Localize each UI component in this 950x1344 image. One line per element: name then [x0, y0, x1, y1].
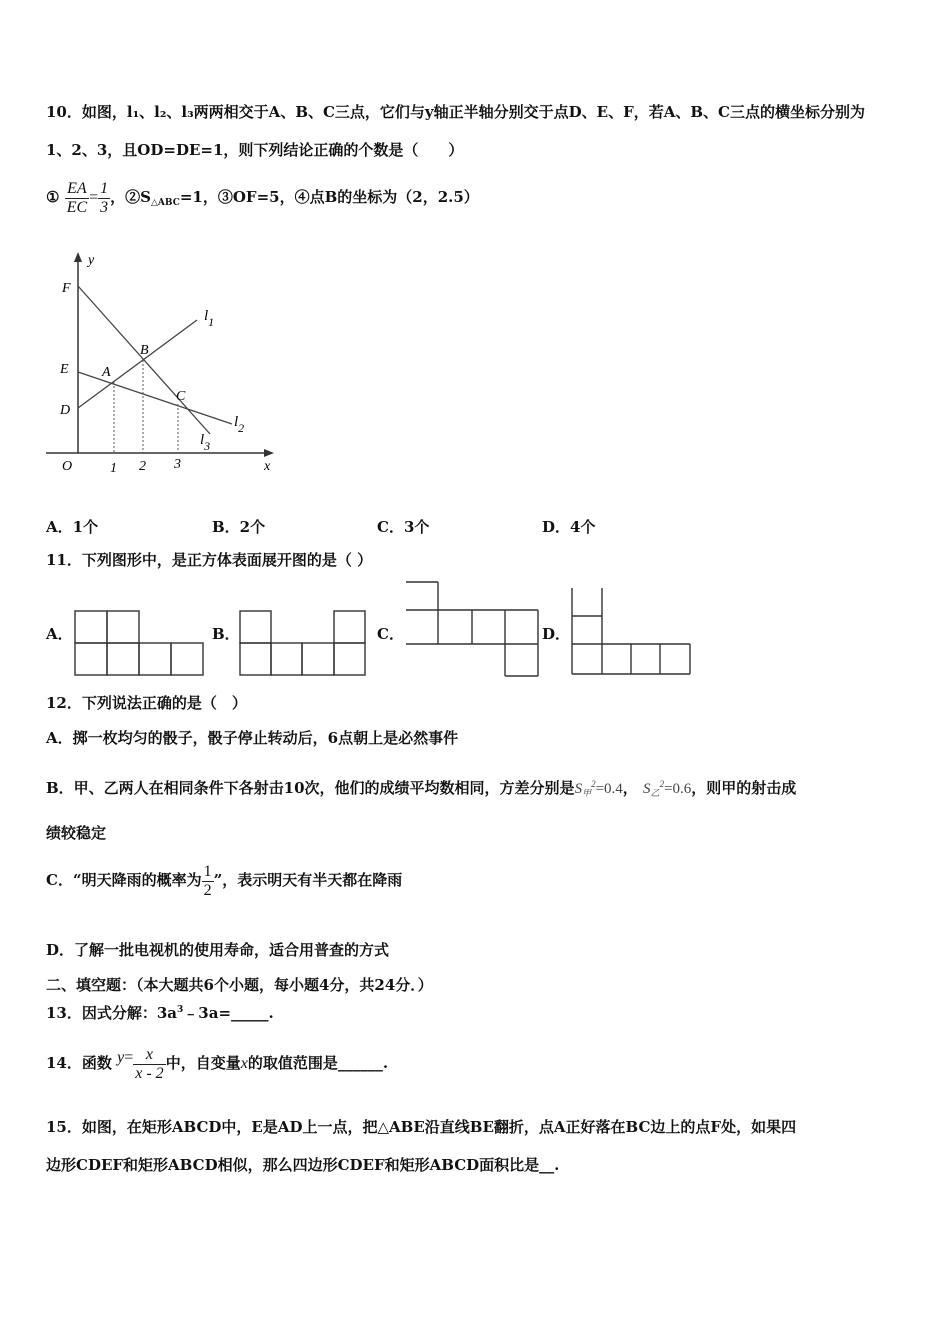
- q12-option-d[interactable]: D．了解一批电视机的使用寿命，适合用普查的方式: [46, 941, 390, 959]
- tick-2: 2: [139, 459, 146, 474]
- label-l1: $l_1$: [204, 308, 215, 329]
- q11-label-d[interactable]: D．: [542, 625, 571, 643]
- tick-1: 1: [110, 461, 117, 476]
- q10-conclusions: ① $\frac{EA}{EC}$ = $\frac{1}{3}$ ，$②S_{\triangle ABC}=1$，③OF=5，④点B的坐标为（2，2.5）: [46, 179, 479, 216]
- label-A: A: [102, 365, 111, 380]
- half-fraction: $\frac{1}{2}$: [203, 862, 212, 899]
- q10-stem-line2: 1、2、3，且OD=DE=1，则下列结论正确的个数是（ ）: [46, 141, 464, 159]
- q11-net-d[interactable]: [570, 586, 692, 678]
- q10-coordinate-figure: [42, 248, 282, 488]
- variance-yi: $S_乙^2=0.6$: [643, 779, 692, 798]
- y-arrow: [74, 252, 82, 262]
- ratio-fraction: $\frac{EA}{EC}$: [66, 179, 88, 216]
- label-B: B: [140, 343, 149, 358]
- label-F: F: [62, 281, 71, 296]
- q13: 13．因式分解：$3a^3﹣3a=\_\_\_\_\_$.: [46, 1004, 274, 1022]
- label-x: x: [264, 459, 271, 474]
- q11-label-b[interactable]: B．: [212, 625, 240, 643]
- label-D: D: [60, 403, 71, 418]
- q10-stem-line1: 10．如图，l₁、l₂、l₃两两相交于A、B、C三点，它们与y轴正半轴分别交于点D、E、F，若A、B、C三点的横坐标分别为: [46, 103, 865, 121]
- variance-jia: $S_甲^2=0.4$: [574, 779, 623, 798]
- q15-line1: 15．如图，在矩形ABCD中，E是AD上一点，把△ABE沿直线BE翻折，点A正好落在BC边上的点F处，如果四: [46, 1118, 797, 1136]
- q11-label-c[interactable]: C．: [377, 625, 404, 643]
- q11-label-a[interactable]: A．: [46, 625, 73, 643]
- label-O: O: [62, 459, 73, 474]
- q10-option-c[interactable]: C．3个: [377, 518, 430, 536]
- q10-option-a[interactable]: A．1个: [46, 518, 99, 536]
- q11-net-c[interactable]: [404, 580, 540, 678]
- q10-option-b[interactable]: B．2个: [212, 518, 266, 536]
- label-l2: $l_2$: [234, 414, 245, 435]
- label-l3: $l_3$: [200, 432, 211, 453]
- label-E: E: [60, 362, 69, 377]
- q12-option-a[interactable]: A．掷一枚均匀的骰子，骰子停止转动后，6点朝上是必然事件: [46, 729, 459, 747]
- q12-option-b-line2: 绩较稳定: [46, 824, 107, 842]
- q12-stem: 12．下列说法正确的是（ ）: [46, 694, 247, 712]
- q11-net-a[interactable]: [74, 610, 204, 676]
- q14: 14．函数 y= $\frac{x}{x - 2}$ 中，自变量x的取值范围是______.: [46, 1045, 389, 1082]
- q11-stem: 11．下列图形中，是正方体表面展开图的是（ ）: [46, 551, 373, 569]
- q11-net-b[interactable]: [239, 610, 367, 676]
- section-2-heading: 二、填空题：（本大题共6个小题，每小题4分，共24分．）: [46, 976, 433, 994]
- function-fraction: $\frac{x}{x - 2}$: [135, 1045, 164, 1082]
- label-y: y: [88, 253, 95, 268]
- q10-option-d[interactable]: D．4个: [542, 518, 596, 536]
- tick-3: 3: [174, 457, 181, 472]
- label-C: C: [176, 389, 186, 404]
- q12-option-c[interactable]: C．“明天降雨的概率为 $\frac{1}{2}$ ”，表示明天有半天都在降雨: [46, 862, 403, 899]
- circle-1: ①: [46, 188, 60, 206]
- x-arrow: [264, 449, 274, 457]
- one-third-fraction: $\frac{1}{3}$: [100, 179, 109, 216]
- q12-option-b[interactable]: B．甲、乙两人在相同条件下各射击10次，他们的成绩平均数相同，方差分别是$S_甲^2=0.4$， $S_乙^2=0.6$，则甲的射击成: [46, 779, 797, 798]
- q15-line2: 边形CDEF和矩形ABCD相似，那么四边形CDEF和矩形ABCD面积比是__.: [46, 1156, 560, 1174]
